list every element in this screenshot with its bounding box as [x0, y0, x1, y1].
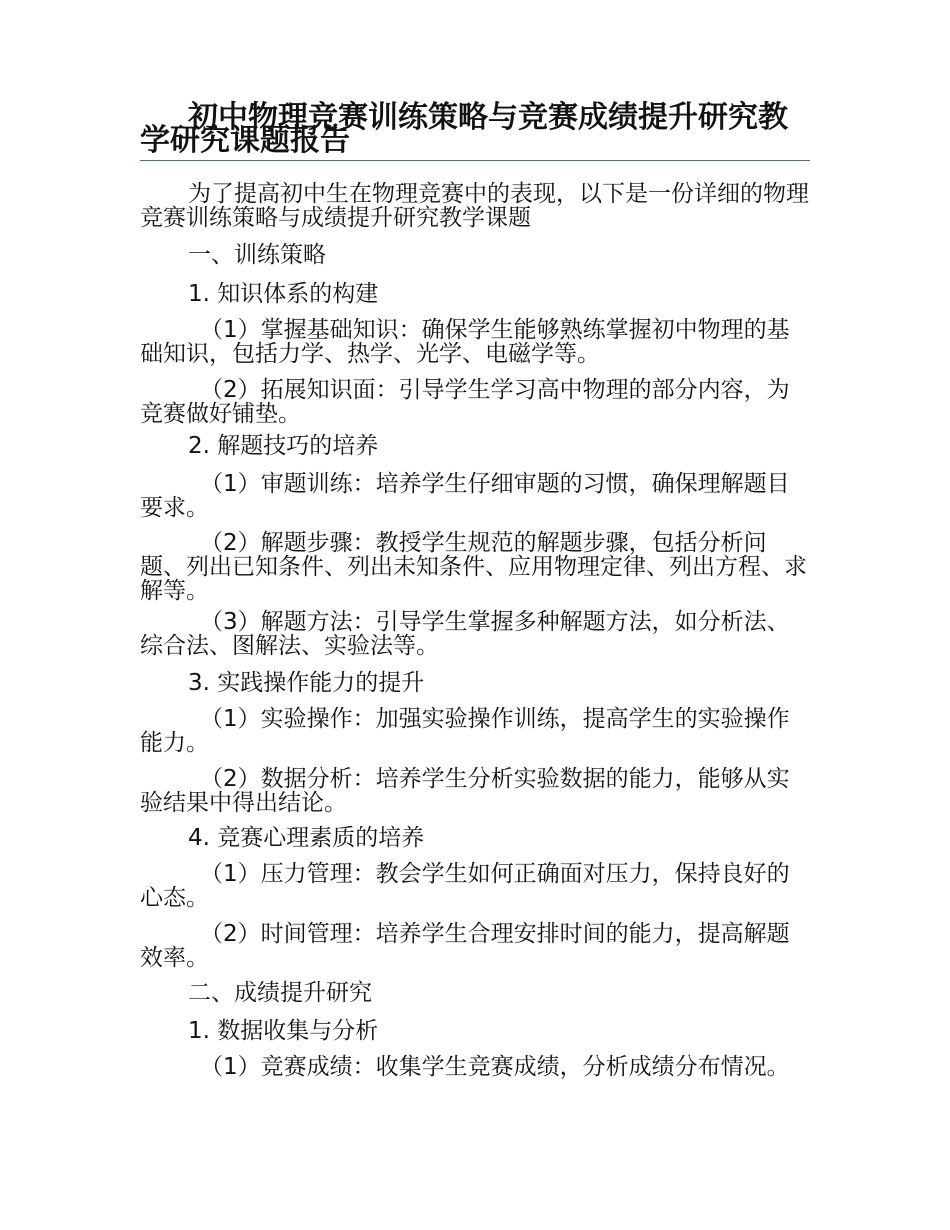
document-title: 初中物理竞赛训练策略与竞赛成绩提升研究教学研究课题报告 — [140, 100, 788, 158]
item-stress: （1）压力管理：教会学生如何正确面对压力，保持良好的心态。 — [140, 861, 790, 911]
item-reading-questions: （1）审题训练：培养学生仔细审题的习惯，确保理解题目要求。 — [140, 471, 790, 521]
item-experiment: （1）实验操作：加强实验操作训练，提高学生的实验操作能力。 — [140, 706, 790, 756]
subheading-practice: 3. 实践操作能力的提升 — [188, 670, 425, 696]
item-solving-steps: （2）解题步骤：教授学生规范的解题步骤，包括分析问题、列出已知条件、列出未知条件、应用物理定律、列出方程、求解等。 — [140, 530, 807, 604]
intro-paragraph: 为了提高初中生在物理竞赛中的表现，以下是一份详细的物理竞赛训练策略与成绩提升研究教学课题 — [140, 181, 809, 231]
subheading-problem-solving: 2. 解题技巧的培养 — [188, 433, 379, 459]
item-competition-scores: （1）竞赛成绩：收集学生竞赛成绩，分析成绩分布情况。 — [200, 1054, 790, 1080]
title-underline — [140, 160, 810, 161]
section-heading-results: 二、成绩提升研究 — [188, 980, 372, 1006]
item-expand-knowledge: （2）拓展知识面：引导学生学习高中物理的部分内容，为竞赛做好铺垫。 — [140, 377, 790, 427]
item-time: （2）时间管理：培养学生合理安排时间的能力，提高解题效率。 — [140, 921, 790, 971]
subheading-data: 1. 数据收集与分析 — [188, 1018, 379, 1044]
item-data-analysis: （2）数据分析：培养学生分析实验数据的能力，能够从实验结果中得出结论。 — [140, 766, 790, 816]
subheading-psychology: 4. 竞赛心理素质的培养 — [188, 825, 425, 851]
item-basic-knowledge: （1）掌握基础知识：确保学生能够熟练掌握初中物理的基础知识，包括力学、热学、光学、电磁学等。 — [140, 317, 790, 367]
item-solving-methods: （3）解题方法：引导学生掌握多种解题方法，如分析法、综合法、图解法、实验法等。 — [140, 609, 790, 659]
subheading-knowledge: 1. 知识体系的构建 — [188, 281, 379, 307]
section-heading-training: 一、训练策略 — [188, 242, 326, 268]
